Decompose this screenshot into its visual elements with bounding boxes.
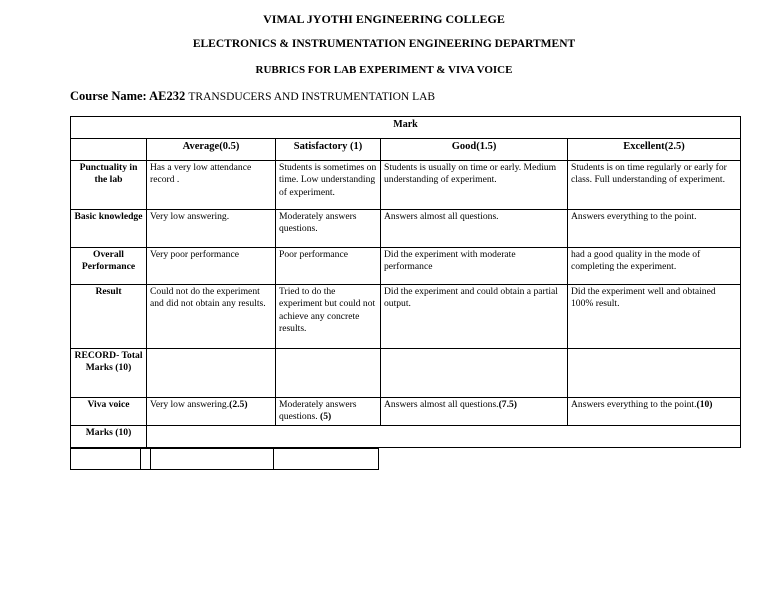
rubric-cell	[276, 398, 381, 426]
column-header-excellent: Excellent(2.5)	[568, 139, 741, 161]
rubric-cell	[381, 349, 568, 398]
table-row	[71, 248, 741, 285]
rubric-cell: Students is on time regularly or early for class. Full understanding of experiment.	[568, 161, 741, 210]
table-row	[71, 398, 741, 426]
rubric-cell: Answers everything to the point.	[568, 210, 741, 248]
rubric-cell: had a good quality in the mode of completing the experiment.	[568, 248, 741, 285]
rubric-cell	[147, 398, 276, 426]
column-header-average: Average(0.5)	[147, 139, 276, 161]
rubric-cell: Answers almost all questions.	[381, 210, 568, 248]
table-row	[71, 349, 741, 398]
marks-cell	[147, 425, 741, 447]
viva-text: Very low answering.	[150, 399, 230, 410]
rubric-cell: Did the experiment well and obtained 100% result.	[568, 285, 741, 349]
row-label-viva-voice: Viva voice	[71, 398, 147, 426]
course-name-line	[70, 89, 435, 104]
mark-header: Mark	[71, 117, 741, 139]
rubric-cell: Has a very low attendance record .	[147, 161, 276, 210]
rubric-cell: Could not do the experiment and did not obtain any results.	[147, 285, 276, 349]
rubric-cell: Tried to do the experiment but could not achieve any concrete results.	[276, 285, 381, 349]
course-name-label: Course Name:	[70, 89, 147, 103]
viva-mark: (7.5)	[498, 399, 517, 410]
blank-box	[273, 448, 379, 470]
viva-text: Answers almost all questions.	[384, 399, 499, 410]
viva-text: Moderately answers questions.	[279, 399, 357, 423]
column-header-satisfactory: Satisfactory (1)	[276, 139, 381, 161]
rubric-cell	[568, 398, 741, 426]
rubric-cell: Students is sometimes on time. Low understanding of experiment.	[276, 161, 381, 210]
table-row	[71, 161, 741, 210]
college-name: VIMAL JYOTHI ENGINEERING COLLEGE	[263, 12, 505, 26]
rubric-cell: Very low answering.	[147, 210, 276, 248]
department-name: ELECTRONICS & INSTRUMENTATION ENGINEERING DEPARTMENT	[192, 38, 576, 50]
row-label-marks: Marks (10)	[71, 425, 147, 447]
rubrics-title: RUBRICS FOR LAB EXPERIMENT & VIVA VOICE	[255, 64, 513, 76]
viva-mark: (2.5)	[229, 399, 248, 410]
rubric-cell	[276, 349, 381, 398]
rubric-cell: Very poor performance	[147, 248, 276, 285]
corner-cell	[71, 139, 147, 161]
rubric-cell	[381, 398, 568, 426]
rubric-cell: Students is usually on time or early. Medium understanding of experiment.	[381, 161, 568, 210]
rubric-table	[70, 116, 741, 448]
viva-mark: (5)	[320, 411, 332, 423]
rubric-cell: Did the experiment and could obtain a partial output.	[381, 285, 568, 349]
course-title: TRANSDUCERS AND INSTRUMENTATION LAB	[188, 91, 436, 103]
table-row	[71, 210, 741, 248]
row-label-result: Result	[71, 285, 147, 349]
row-label-overall-performance: Overall Performance	[71, 248, 147, 285]
table-row	[71, 285, 741, 349]
rubric-cell: Did the experiment with moderate performance	[381, 248, 568, 285]
viva-mark: (10)	[696, 399, 713, 410]
course-code: AE232	[149, 89, 186, 103]
row-label-basic-knowledge: Basic knowledge	[71, 210, 147, 248]
row-label-punctuality: Punctuality in the lab	[71, 161, 147, 210]
blank-box	[150, 448, 274, 470]
column-header-good: Good(1.5)	[381, 139, 568, 161]
table-row	[71, 425, 741, 447]
row-label-record-total: RECORD- Total Marks (10)	[71, 349, 147, 398]
rubric-cell	[147, 349, 276, 398]
viva-text: Answers everything to the point.	[571, 399, 697, 410]
rubric-cell	[568, 349, 741, 398]
blank-box	[70, 448, 141, 470]
rubric-cell: Poor performance	[276, 248, 381, 285]
rubric-cell: Moderately answers questions.	[276, 210, 381, 248]
